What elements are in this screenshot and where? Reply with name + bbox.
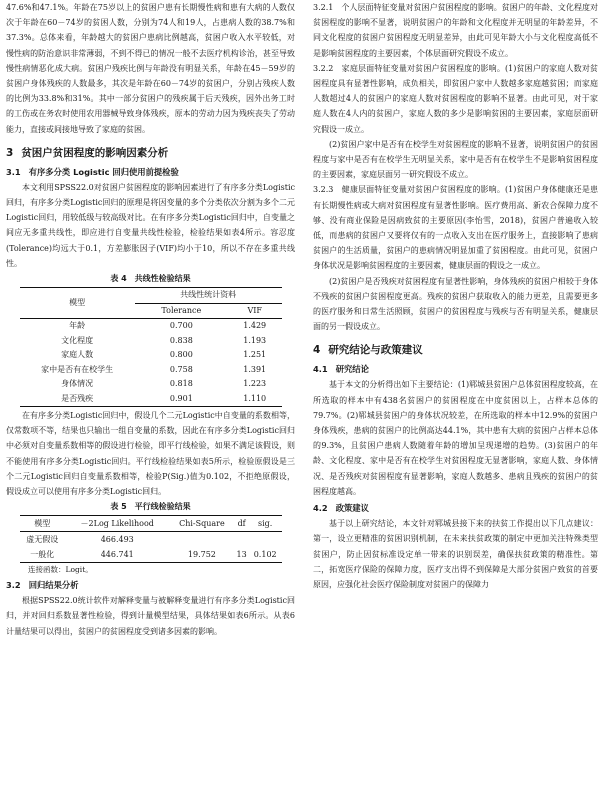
table-5-note: 连接函数：Logit。 — [28, 565, 93, 575]
section-number: 3 — [6, 146, 14, 159]
section-4-heading — [313, 343, 598, 357]
table-4-caption — [6, 272, 295, 286]
left-column — [6, 0, 295, 639]
header-tolerance: Tolerance — [135, 303, 228, 319]
section-number: 4 — [313, 344, 321, 357]
vif-cell: 1.193 — [243, 335, 267, 345]
section-3-2-heading — [6, 578, 295, 592]
tolerance-cell: 0.800 — [169, 350, 193, 360]
table-title: 共线性检验结果 — [134, 274, 191, 284]
log-likelihood-cell: 446.741 — [100, 550, 134, 560]
table-title: 平行线检验结果 — [134, 502, 191, 512]
paragraph-3-2-2-b: (2)贫困户家中是否有在校学生对贫困程度的影响不显著，说明贫困户的贫困程度与家中是否有在校学生无明显关系，家中是否有在校学生不是影响贫困程度的主要因素，家庭层面另一研究假设不成立。 — [313, 139, 598, 180]
tolerance-cell: 0.758 — [169, 364, 193, 374]
table-number: 表 5 — [110, 502, 127, 512]
header-log-likelihood: －2Log Likelihood — [65, 516, 169, 532]
row-label: 年龄 — [69, 321, 86, 331]
table-row — [20, 392, 282, 407]
right-column — [313, 0, 598, 592]
vif-cell: 1.391 — [243, 364, 267, 374]
table-header-row — [20, 516, 282, 532]
vif-cell: 1.110 — [243, 393, 267, 403]
row-label: 家中是否有在校学生 — [41, 364, 114, 374]
header-chi-square: Chi-Square — [169, 516, 234, 532]
parallel-lines-table — [20, 515, 282, 563]
header-model: 模型 — [20, 288, 135, 319]
section-title: 政策建议 — [335, 503, 369, 514]
table-5-caption — [6, 500, 295, 514]
df-cell: 13 — [236, 550, 247, 560]
table-row — [20, 532, 282, 548]
row-label: 身体情况 — [61, 379, 94, 389]
header-group: 共线性统计资料 — [135, 288, 282, 304]
section-number: 4.2 — [313, 503, 328, 514]
tolerance-cell: 0.818 — [169, 379, 193, 389]
paragraph-3-2: 根据SPSS22.0统计软件对解释变量与被解释变量进行有序多分类Logistic回归，并对回归系数显著性检验，得到计量模型结果，具体结果如表6所示。从表6计量结果可以得出，贫困户的贫困程度受到诸多因素的影响。 — [6, 596, 295, 636]
vif-cell: 1.251 — [243, 350, 267, 360]
collinearity-table — [20, 287, 282, 407]
paragraph-4-2: 基于以上研究结论，本文针对郓城县接下来的扶贫工作提出以下几点建议：第一，设立更精准的贫困识别机制，在未来扶贫政策的制定中更加关注特殊类型贫困户，防止因贫标准设定单一带来的识别误差，确保扶贫政策的精准性。第二，拓宽医疗保险的保障力度，医疗支出得不到保障是大部分贫困户致贫的首要原因，应强化社会医疗保险制度对贫困户的保障力 — [313, 519, 598, 589]
vif-cell: 1.429 — [243, 321, 267, 331]
section-title: 贫困户贫困程度的影响因素分析 — [21, 146, 169, 159]
paragraph-3-2-3-b: (2)贫困户是否残疾对贫困程度有显著性影响，身体残疾的贫困户相较于身体不残疾的贫困户贫困程度更高。残疾的贫困户获取收入的能力更差，且需要更多的医疗服务和日常生活照顾，贫困户的贫困程度与残疾与否有明显关系，健康层面的另一假设成立。 — [313, 276, 598, 332]
row-label: 文化程度 — [61, 335, 94, 345]
paragraph-3-2-1: 3.2.1 个人层面特征变量对贫困户贫困程度的影响。贫困户的年龄、文化程度对贫困程度的影响不显著，说明贫困户的年龄和文化程度并无明显的年龄差异，不同文化程度的贫困户贫困程度无明显差异，由此可见年龄大小与文化程度高低不是影响贫困程度的主要因素，个体层面研究假设不成立。 — [313, 3, 598, 58]
section-title: 研究结论与政策建议 — [328, 344, 423, 357]
paragraph-parallel-lines: 在有序多分类Logistic回归中，假设几个二元Logistic中自变量的系数相等，仅常数项不等，结果也只输出一组自变量的系数，因此在有序多分类Logistic回归中必须对自变量系数相等的假设进行检验，即平行线检验，如果不满足该假设，则不能使用有序多分类Logistic回归。平行线检验结果如表5所示，检验原假设是三个二元Logistic回归自变量系数相等，检验P(Sig.)值为0.102，不拒绝原假设，假设成立可以使用有序多分类Logistic回归。 — [6, 411, 295, 497]
paragraph-intro: 47.6%和47.1%。年龄在75岁以上的贫困户患有长期慢性病和患有大病的人数仅次于年龄在60－74岁的贫困人数，分别为74人和19人，占患病人数的38.7%和37.3%。总体来看，年龄越大的贫困户患病比例越高，贫困户收入水平较低，对慢性病的防治意识非常薄弱，不到不得已的情况一般不去医疗机构诊治，甚至导致慢性病情恶化成大病。贫困户残疾比例与年龄没有明显关系，年龄在45－59岁的贫困户身体残疾的人数最多，其次是年龄在60－74岁的贫困户，分别占残疾人数的比例为33.8%和31%。其中一部分贫困户的残疾属于后天残疾，因外出务工时的工伤或在务农时使用农用器械导致身体残疾，原本的劳动力因为残疾丧失了劳动能力，直接或间接地导致了家庭的贫困。 — [6, 3, 295, 134]
table-row — [20, 547, 282, 563]
tolerance-cell: 0.838 — [169, 335, 193, 345]
chi-square-cell: 19.752 — [187, 550, 216, 560]
table-row — [20, 319, 282, 334]
vif-cell: 1.223 — [243, 379, 267, 389]
tolerance-cell: 0.700 — [169, 321, 193, 331]
paragraph-4-1: 基于本文的分析得出如下主要结论：(1)郓城县贫困户总体贫困程度较高，在所选取的样本中有438名贫困户的贫困程度在中度贫困以上，占样本总体的79.7%。(2)郓城县贫困户的身体状况较差，在所选取的样本中12.9%的贫困户身体残疾，患病的贫困户的比例高达44.1%，其中患有大病的贫困户占样本总体的9.3%，且贫困户患病人数随着年龄的增加呈现递增的趋势。(3)贫困户的年龄、文化程度、家中是否有在校学生对贫困程度无显著影响，家庭人数、身体情况、是否残疾对贫困程度有显著影响，家庭人数越多、患病且残疾的贫困户的贫困程度越高。 — [313, 380, 598, 496]
header-sig: sig. — [249, 516, 282, 532]
df-cell — [234, 532, 248, 548]
table-row — [20, 334, 282, 349]
section-title: 研究结论 — [335, 364, 369, 375]
section-3-1-heading — [6, 165, 295, 179]
log-likelihood-cell: 466.493 — [100, 535, 134, 545]
section-4-1-heading — [313, 362, 598, 376]
section-title: 回归结果分析 — [28, 580, 79, 591]
section-number: 3.2 — [6, 580, 21, 591]
header-vif: VIF — [228, 303, 282, 319]
section-3-heading — [6, 146, 295, 160]
section-4-2-heading — [313, 501, 598, 515]
section-number: 4.1 — [313, 364, 328, 375]
paragraph-3-2-2-a: 3.2.2 家庭层面特征变量对贫困户贫困程度的影响。(1)贫困户的家庭人数对贫困程度具有显著性影响，成负相关，即贫困户家中人数越多家庭越贫困；而家庭人数超过4人的贫困户的家庭人数对贫困程度的影响不显著。由此可见，对于家庭人数在4人内的贫困户，家庭人数的多少是影响贫困的主要因素，家庭层面研究假设一成立。 — [313, 63, 598, 134]
header-df: df — [234, 516, 248, 532]
paragraph-3-1: 本文利用SPSS22.0对贫困户贫困程度的影响因素进行了有序多分类Logistic回归，有序多分类Logistic回归的原理是将因变量的多个分类依次分割为多个二元Logistic回归，用较低级与较高级对比。在有序多分类Logistic回归中，自变量之间应无多重共线性，即应进行自变量共线性检验，检验结果如表4所示。容忍度(Tolerance)均远大于0.1，方差膨胀因子(VIF)均小于10，所以不存在多重共线性。 — [6, 182, 295, 268]
row-label: 家庭人数 — [61, 350, 94, 360]
sig-cell: 0.102 — [253, 550, 277, 560]
tolerance-cell: 0.901 — [169, 393, 193, 403]
section-number: 3.1 — [6, 166, 21, 177]
table-row — [20, 363, 282, 378]
row-label: 一般化 — [30, 550, 55, 560]
sig-cell — [249, 532, 282, 548]
chi-square-cell — [169, 532, 234, 548]
header-model: 模型 — [20, 516, 66, 532]
row-label: 虚无假设 — [26, 535, 59, 545]
table-row — [20, 348, 282, 363]
table-row — [20, 377, 282, 392]
paragraph-3-2-3-a: 3.2.3 健康层面特征变量对贫困户贫困程度的影响。(1)贫困户身体健康还是患有长期慢性病或大病对贫困程度有显著性影响。医疗费用高、新农合保障力度不够、没有商业保险是因病致贫的主要原因(李怡雪，2018)，贫困户普遍收入较低，而患病的贫困户又要将仅有的一点收入支出在医疗服务上，直接影响了患病贫困户的生活质量，贫困户的患病情况明显加重了贫困程度。由此可见，贫困户身体状况是影响贫困程度的主要因素，健康层面的假设之一成立。 — [313, 185, 598, 271]
row-label: 是否残疾 — [61, 393, 94, 403]
section-title: 有序多分类 Logistic 回归使用前提检验 — [28, 166, 179, 177]
table-number: 表 4 — [110, 274, 127, 284]
